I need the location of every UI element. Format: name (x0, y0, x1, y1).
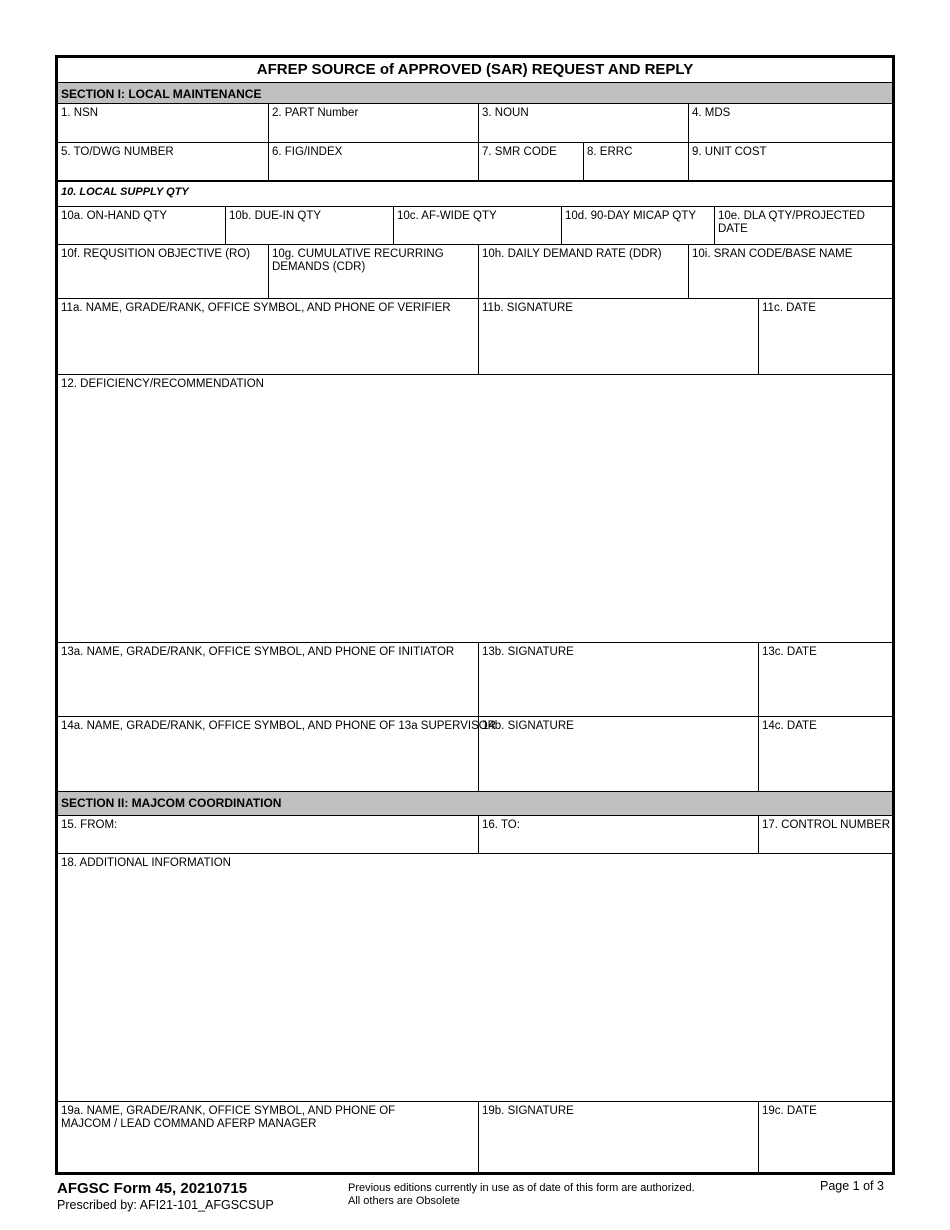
field-initiator-date[interactable]: 13c. DATE (758, 642, 892, 716)
field-verifier-date[interactable]: 11c. DATE (758, 298, 892, 374)
field-mds[interactable]: 4. MDS (688, 104, 892, 142)
field-af-wide-qty[interactable]: 10c. AF-WIDE QTY (393, 206, 561, 244)
form-name: AFGSC Form 45, 20210715 (57, 1180, 248, 1197)
field-nsn[interactable]: 1. NSN (61, 107, 99, 119)
field-to-dwg-number[interactable]: 5. TO/DWG NUMBER (58, 142, 268, 180)
aferp-manager-label-line2: MAJCOM / LEAD COMMAND AFERP MANAGER (61, 1118, 317, 1130)
field-90-day-micap-qty[interactable]: 10d. 90-DAY MICAP QTY (561, 206, 714, 244)
aferp-manager-label-line1: 19a. NAME, GRADE/RANK, OFFICE SYMBOL, AND PHONE OF (61, 1105, 396, 1117)
prescribed-by: Prescribed by: AFI21-101_AFGSCSUP (57, 1198, 274, 1212)
section-1-header: SECTION I: LOCAL MAINTENANCE (58, 82, 892, 104)
field-requisition-objective[interactable]: 10f. REQUSITION OBJECTIVE (RO) (58, 244, 268, 298)
field-initiator-info[interactable]: 13a. NAME, GRADE/RANK, OFFICE SYMBOL, AND PHONE OF INITIATOR (58, 642, 478, 716)
field-noun[interactable]: 3. NOUN (478, 104, 688, 142)
field-to[interactable]: 16. TO: (478, 816, 758, 853)
field-due-in-qty[interactable]: 10b. DUE-IN QTY (225, 206, 393, 244)
field-supervisor-signature[interactable]: 14b. SIGNATURE (478, 716, 758, 791)
field-verifier-info[interactable]: 11a. NAME, GRADE/RANK, OFFICE SYMBOL, AND PHONE OF VERIFIER (58, 298, 478, 374)
editions-note-line1: Previous editions currently in use as of date of this form are authorized. (348, 1182, 695, 1194)
field-sran-code-base-name[interactable]: 10i. SRAN CODE/BASE NAME (688, 244, 892, 298)
field-on-hand-qty[interactable]: 10a. ON-HAND QTY (58, 206, 225, 244)
page-number: Page 1 of 3 (820, 1179, 884, 1193)
field-supervisor-date[interactable]: 14c. DATE (758, 716, 892, 791)
section-2-header: SECTION II: MAJCOM COORDINATION (58, 791, 892, 816)
form-frame (55, 55, 895, 1175)
field-dla-qty-projected-date[interactable]: 10e. DLA QTY/PROJECTED DATE (714, 206, 892, 244)
field-additional-information[interactable]: 18. ADDITIONAL INFORMATION (58, 853, 892, 1101)
field-from[interactable]: 15. FROM: (61, 819, 118, 831)
field-supervisor-info[interactable]: 14a. NAME, GRADE/RANK, OFFICE SYMBOL, AND PHONE OF 13a SUPERVISOR (58, 716, 478, 791)
field-aferp-manager-info[interactable] (58, 1101, 478, 1172)
form-title: AFREP SOURCE of APPROVED (SAR) REQUEST AND REPLY (256, 61, 694, 78)
field-control-number[interactable]: 17. CONTROL NUMBER (758, 816, 892, 853)
editions-note (348, 1182, 695, 1207)
field-errc[interactable]: 8. ERRC (583, 142, 688, 180)
field-initiator-signature[interactable]: 13b. SIGNATURE (478, 642, 758, 716)
field-part-number[interactable]: 2. PART Number (268, 104, 478, 142)
field-daily-demand-rate[interactable]: 10h. DAILY DEMAND RATE (DDR) (478, 244, 688, 298)
field-aferp-manager-signature[interactable]: 19b. SIGNATURE (478, 1101, 758, 1172)
field-aferp-manager-date[interactable]: 19c. DATE (758, 1101, 892, 1172)
footer-left (57, 1180, 274, 1213)
field-deficiency-recommendation[interactable]: 12. DEFICIENCY/RECOMMENDATION (58, 374, 892, 642)
field-smr-code[interactable]: 7. SMR CODE (478, 142, 583, 180)
local-supply-qty-label: 10. LOCAL SUPPLY QTY (58, 180, 892, 206)
field-verifier-signature[interactable]: 11b. SIGNATURE (478, 298, 758, 374)
field-cumulative-recurring-demands[interactable]: 10g. CUMULATIVE RECURRING DEMANDS (CDR) (268, 244, 478, 298)
editions-note-line2: All others are Obsolete (348, 1194, 460, 1207)
field-fig-index[interactable]: 6. FIG/INDEX (268, 142, 478, 180)
field-unit-cost[interactable]: 9. UNIT COST (688, 142, 892, 180)
